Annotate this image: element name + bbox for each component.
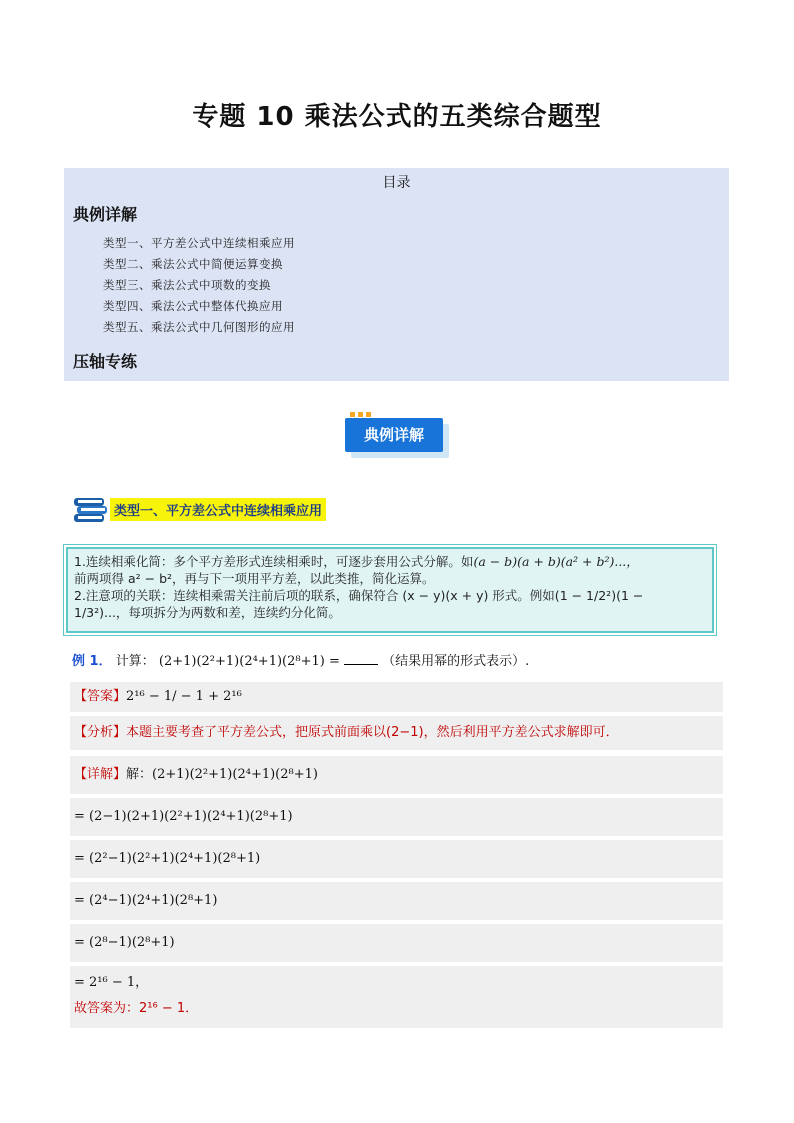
solution-step-1 — [70, 798, 723, 836]
type-label: 类型一、平方差公式中连续相乘应用 — [110, 498, 326, 521]
toc-section-practice[interactable]: 压轴专练 — [73, 352, 138, 371]
analysis-text: 本题主要考查了平方差公式，把原式前面乘以(2−1)，然后利用平方差公式求解即可． — [126, 725, 619, 740]
knowledge-box — [66, 547, 714, 633]
toc-section-examples[interactable]: 典例详解 — [73, 205, 138, 224]
toc-item-type1[interactable]: 类型一、平方差公式中连续相乘应用 — [103, 236, 295, 250]
example-question — [72, 650, 529, 669]
analysis-tag: 【分析】 — [74, 725, 127, 740]
knowledge-line-3: 2.注意项的关联：连续相乘需关注前后项的联系，确保符合 (x − y)(x + y) 形式。例如(1 − 1/2²)(1 − — [74, 588, 644, 603]
books-icon — [72, 492, 112, 528]
example-suffix: （结果用幂的形式表示）. — [382, 654, 530, 669]
detail-text: 解：(2+1)(2²+1)(2⁴+1)(2⁸+1) — [126, 767, 318, 782]
solution-step-4 — [70, 924, 723, 962]
step-text: = (2−1)(2+1)(2²+1)(2⁴+1)(2⁸+1) — [74, 809, 293, 824]
detail-tag: 【详解】 — [74, 767, 127, 782]
section-badge: 典例详解 — [345, 418, 443, 452]
badge-dots-decoration — [350, 412, 372, 417]
example-prefix: 计算： — [115, 654, 155, 669]
step-text: = (2⁸−1)(2⁸+1) — [74, 935, 175, 950]
toc-item-type4[interactable]: 类型四、乘法公式中整体代换应用 — [103, 299, 283, 313]
answer-blank — [344, 652, 378, 665]
toc-item-type3[interactable]: 类型三、乘法公式中项数的变换 — [103, 278, 271, 292]
answer-text: 2¹⁶ − 1/ − 1 + 2¹⁶ — [126, 689, 242, 704]
step-text: = (2⁴−1)(2⁴+1)(2⁸+1) — [74, 893, 218, 908]
toc-heading: 目录 — [382, 175, 411, 191]
example-label: 例 1． — [72, 654, 112, 669]
step-text: = (2²−1)(2²+1)(2⁴+1)(2⁸+1) — [74, 851, 261, 866]
conclusion-text: 故答案为：2¹⁶ − 1． — [74, 1001, 199, 1016]
knowledge-line-2: 前两项得 a² − b²，再与下一项用平方差，以此类推，简化运算。 — [74, 571, 435, 586]
example-expression: (2+1)(2²+1)(2⁴+1)(2⁸+1) = — [158, 654, 344, 669]
knowledge-formula-1: (a − b)(a + b)(a² + b²)...， — [473, 554, 639, 569]
toc-item-type5[interactable]: 类型五、乘法公式中几何图形的应用 — [103, 320, 295, 334]
table-of-contents — [64, 168, 729, 381]
answer-row — [70, 682, 723, 712]
toc-item-type2[interactable]: 类型二、乘法公式中简便运算变换 — [103, 257, 283, 271]
solution-step-2 — [70, 840, 723, 878]
knowledge-line-1: 1.连续相乘化简：多个平方差形式连续相乘时，可逐步套用公式分解。如 — [74, 554, 474, 569]
solution-step-3 — [70, 882, 723, 920]
answer-tag: 【答案】 — [74, 689, 127, 704]
knowledge-line-4: 1/3²)...，每项拆分为两数和差，连续约分化简。 — [74, 605, 341, 620]
page-title: 专题 10 乘法公式的五类综合题型 — [192, 102, 602, 132]
analysis-row — [70, 716, 723, 750]
solution-final — [70, 966, 723, 1028]
detail-row — [70, 756, 723, 794]
step-text: = 2¹⁶ − 1， — [74, 975, 149, 990]
